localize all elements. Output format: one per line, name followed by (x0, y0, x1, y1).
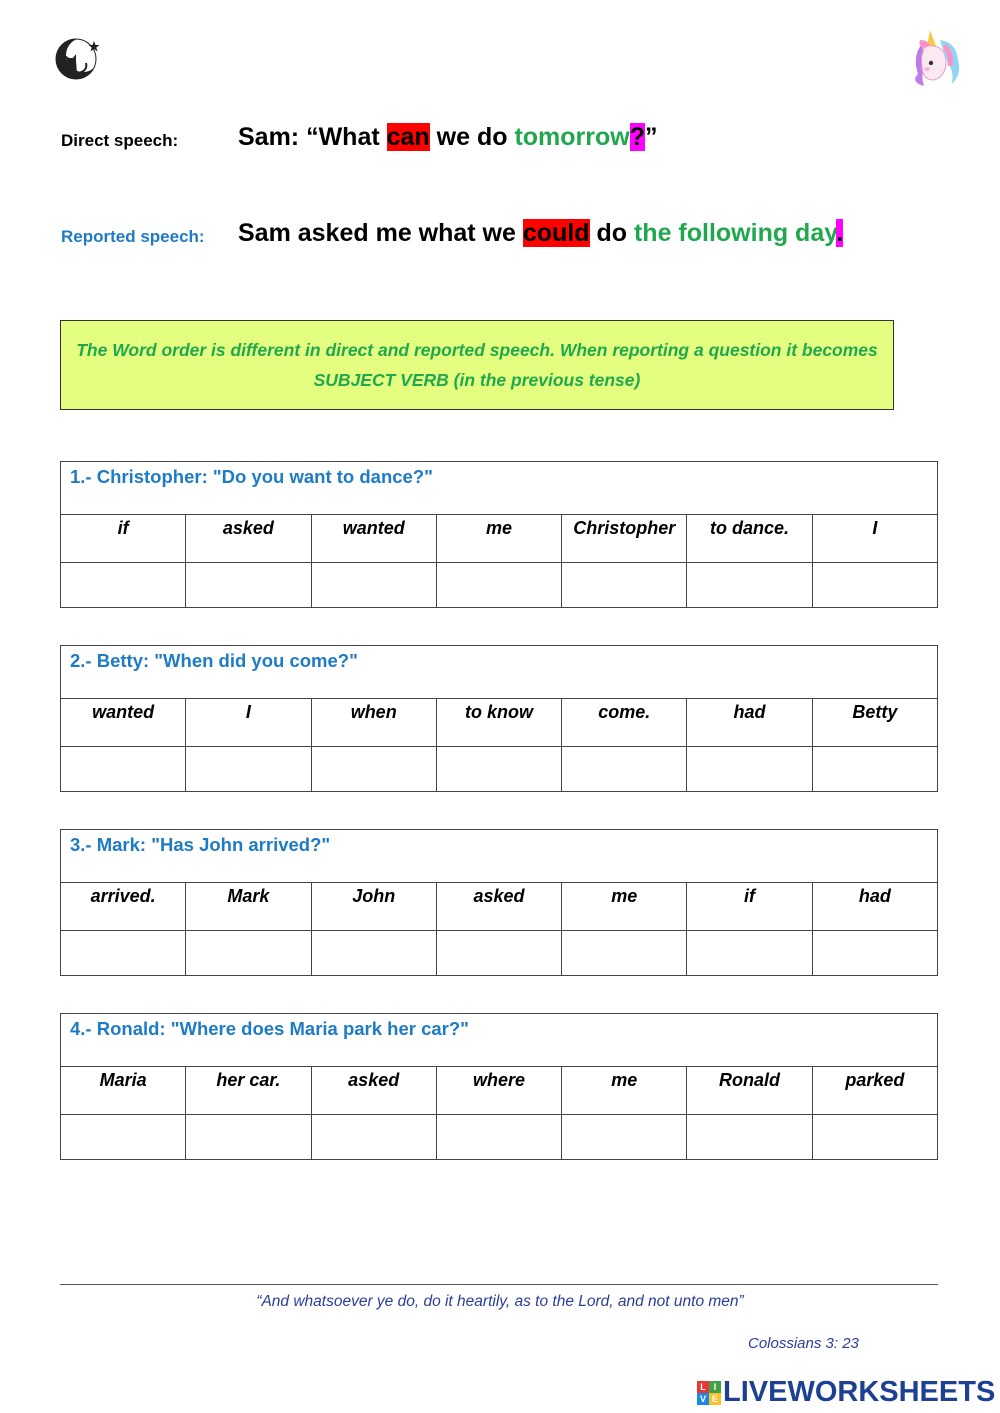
word-tile[interactable]: me (562, 1067, 687, 1115)
answer-slot[interactable] (311, 563, 436, 608)
answer-slot[interactable] (311, 931, 436, 976)
word-tile[interactable]: had (812, 883, 937, 931)
grammar-rule-box (60, 320, 894, 410)
answer-slot[interactable] (61, 1115, 186, 1160)
word-tile[interactable]: asked (311, 1067, 436, 1115)
word-tile[interactable]: where (436, 1067, 561, 1115)
answer-slot[interactable] (311, 1115, 436, 1160)
answer-slot[interactable] (812, 747, 937, 792)
exercise-3 (60, 829, 938, 976)
word-tile[interactable]: when (311, 699, 436, 747)
reported-modal-verb: could (522, 219, 590, 247)
answer-slot[interactable] (186, 747, 311, 792)
exercise-1 (60, 461, 938, 608)
answer-slot[interactable] (436, 747, 561, 792)
word-tile[interactable]: arrived. (61, 883, 186, 931)
answer-slot[interactable] (186, 931, 311, 976)
answer-slot[interactable] (436, 1115, 561, 1160)
answer-slot[interactable] (687, 931, 812, 976)
direct-middle: we do (429, 123, 515, 151)
reported-speech-label: Reported speech: (61, 227, 205, 246)
liveworksheets-brand[interactable] (697, 1376, 995, 1409)
word-tile[interactable]: to know (436, 699, 561, 747)
answer-slot[interactable] (61, 563, 186, 608)
answer-slot[interactable] (186, 1115, 311, 1160)
reported-start: Sam asked me what we (238, 219, 523, 247)
exercise-2 (60, 645, 938, 792)
word-tile[interactable]: asked (436, 883, 561, 931)
answer-slot[interactable] (562, 563, 687, 608)
direct-closing-quote: ” (645, 123, 658, 151)
bible-reference: Colossians 3: 23 (748, 1335, 859, 1352)
footer-divider (60, 1284, 938, 1285)
direct-speech-label: Direct speech: (61, 131, 179, 150)
answer-slot[interactable] (812, 563, 937, 608)
liveworksheets-wordmark: LIVEWORKSHEETS (723, 1376, 996, 1408)
unicorn-icon (900, 26, 966, 92)
answer-slot[interactable] (687, 747, 812, 792)
answer-slot[interactable] (562, 747, 687, 792)
answer-slot[interactable] (61, 931, 186, 976)
answer-slot[interactable] (186, 563, 311, 608)
liveworksheets-logo-icon: L I V E (697, 1381, 721, 1405)
exercise-question: 4.- Ronald: "Where does Maria park her car?" (61, 1014, 938, 1067)
direct-speech-sentence (238, 123, 658, 152)
answer-slot[interactable] (61, 747, 186, 792)
word-tile[interactable]: her car. (186, 1067, 311, 1115)
word-tile[interactable]: me (562, 883, 687, 931)
word-tile[interactable]: come. (562, 699, 687, 747)
cat-moon-icon (52, 33, 102, 83)
word-tile[interactable]: had (687, 699, 812, 747)
answer-slot[interactable] (687, 1115, 812, 1160)
answer-slot[interactable] (687, 563, 812, 608)
answer-slot[interactable] (311, 747, 436, 792)
word-tile[interactable]: if (61, 515, 186, 563)
word-tile[interactable]: I (186, 699, 311, 747)
answer-slot[interactable] (812, 931, 937, 976)
word-tile[interactable]: parked (812, 1067, 937, 1115)
answer-slot[interactable] (562, 1115, 687, 1160)
direct-punctuation: ? (629, 123, 646, 151)
direct-time-expression: tomorrow (514, 123, 630, 151)
answer-slot[interactable] (436, 563, 561, 608)
exercise-4 (60, 1013, 938, 1160)
word-tile[interactable]: me (436, 515, 561, 563)
answer-slot[interactable] (436, 931, 561, 976)
word-tile[interactable]: wanted (311, 515, 436, 563)
direct-modal-verb: can (386, 123, 430, 151)
reported-punctuation: . (836, 219, 844, 247)
reported-speech-sentence (238, 219, 843, 248)
answer-slot[interactable] (812, 1115, 937, 1160)
grammar-rule-text: The Word order is different in direct and reported speech. When reporting a question it becomes SUBJECT VERB (in the previous tense) (76, 340, 878, 390)
exercise-question: 3.- Mark: "Has John arrived?" (61, 830, 938, 883)
word-tile[interactable]: Betty (812, 699, 937, 747)
bible-quote: “And whatsoever ye do, do it heartily, as to the Lord, and not unto men” (256, 1293, 744, 1310)
word-tile[interactable]: to dance. (687, 515, 812, 563)
exercise-question: 2.- Betty: "When did you come?" (61, 646, 938, 699)
exercise-question: 1.- Christopher: "Do you want to dance?" (61, 462, 938, 515)
word-tile[interactable]: asked (186, 515, 311, 563)
word-tile[interactable]: Mark (186, 883, 311, 931)
word-tile[interactable]: Maria (61, 1067, 186, 1115)
reported-time-expression: the following day (633, 219, 837, 247)
word-tile[interactable]: Ronald (687, 1067, 812, 1115)
word-tile[interactable]: Christopher (562, 515, 687, 563)
word-tile[interactable]: if (687, 883, 812, 931)
reported-middle: do (589, 219, 634, 247)
direct-speaker: Sam: “What (238, 123, 387, 151)
word-tile[interactable]: John (311, 883, 436, 931)
answer-slot[interactable] (562, 931, 687, 976)
word-tile[interactable]: wanted (61, 699, 186, 747)
word-tile[interactable]: I (812, 515, 937, 563)
